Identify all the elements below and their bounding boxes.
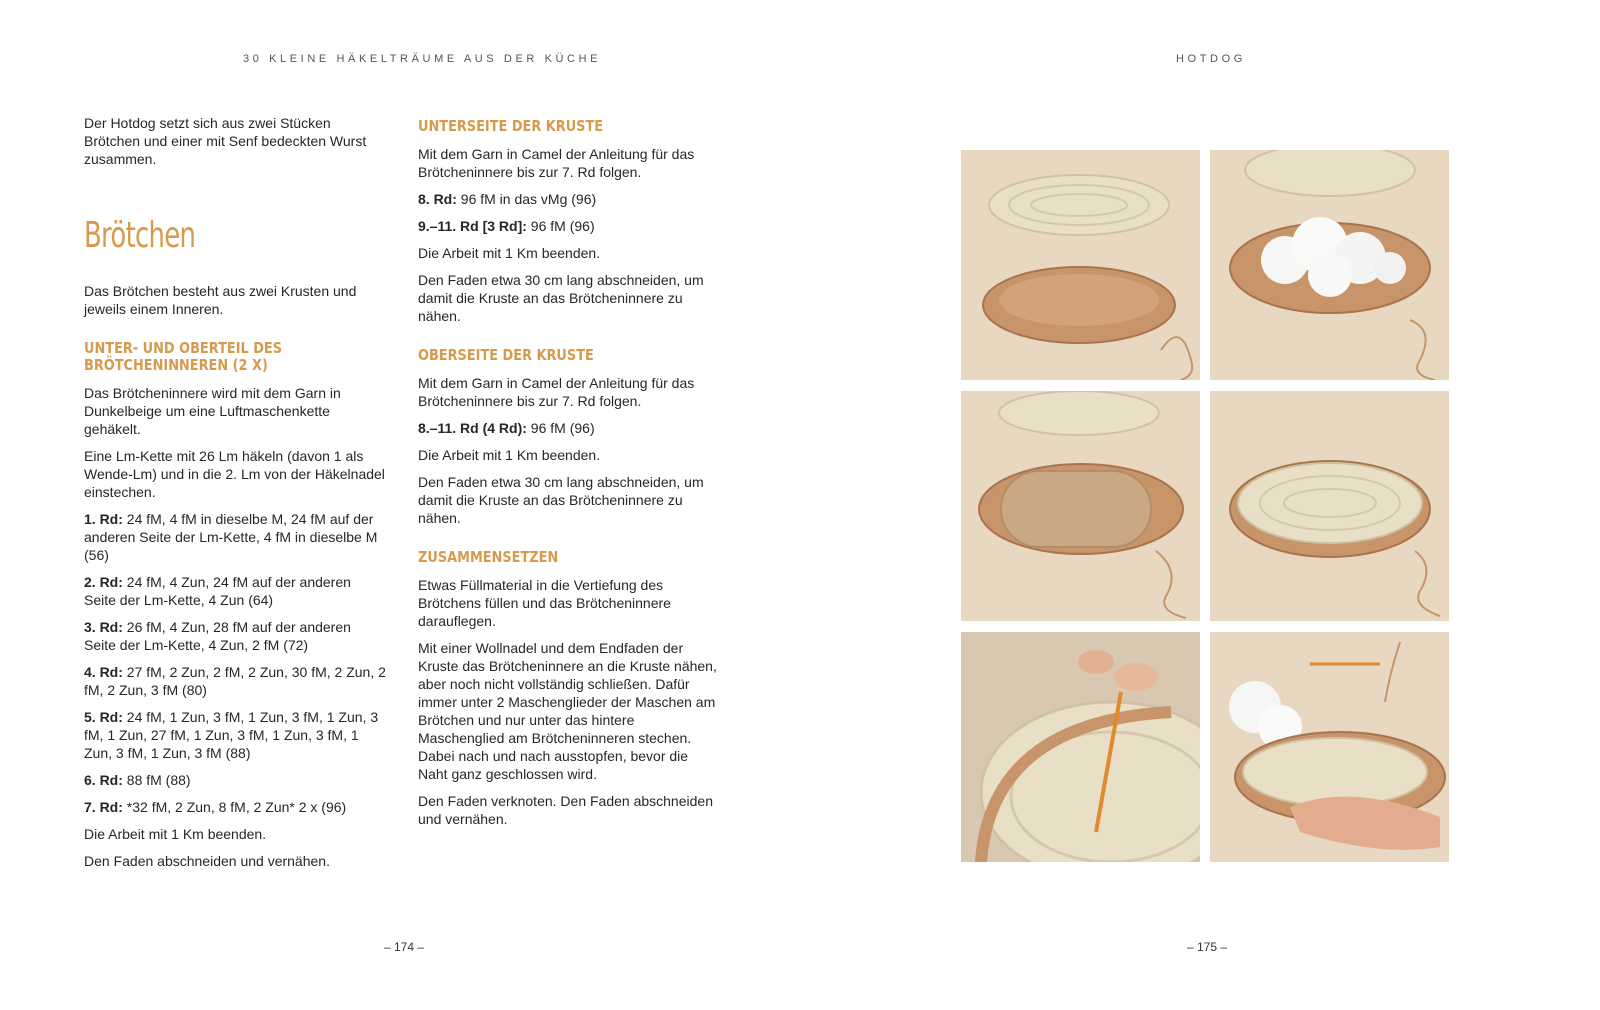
instruction-text: Die Arbeit mit 1 Km beenden. <box>418 245 601 261</box>
photo-cardboard-insert <box>961 391 1200 621</box>
round-label: 8. Rd: <box>418 191 457 207</box>
photo-illustration <box>961 150 1200 380</box>
round-text: 26 fM, 4 Zun, 28 fM auf der anderen Seite der Lm-Kette, 4 Zun, 2 fM (72) <box>84 619 351 653</box>
round-label: 7. Rd: <box>84 799 123 815</box>
section-description: Das Brötchen besteht aus zwei Krusten und jeweils einem Inneren. <box>84 283 357 317</box>
round-label: 6. Rd: <box>84 772 123 788</box>
photo-two-crocheted-ovals <box>961 150 1200 380</box>
round-label: 4. Rd: <box>84 664 123 680</box>
round-text: *32 fM, 2 Zun, 8 fM, 2 Zun* 2 x (96) <box>122 799 347 815</box>
subheading-inner-parts: UNTER- UND OBERTEIL DES BRÖTCHENINNEREN (2 X) <box>84 339 283 374</box>
photo-grid <box>961 150 1449 862</box>
round-instruction <box>84 708 386 762</box>
instruction-text: Den Faden etwa 30 cm lang abschneiden, um damit die Kruste an das Brötcheninnere zu nähen. <box>418 474 704 526</box>
round-text: 96 fM (96) <box>526 218 595 234</box>
round-instruction <box>418 419 720 437</box>
intro-text: Der Hotdog setzt sich aus zwei Stücken Brötchen und einer mit Senf bedeckten Wurst zusammen. <box>84 115 367 167</box>
instruction-text: Die Arbeit mit 1 Km beenden. <box>84 826 267 842</box>
round-instruction <box>418 217 720 235</box>
photo-illustration <box>1210 632 1449 862</box>
photo-illustration <box>961 632 1200 862</box>
page-number-left: – 174 – <box>384 940 425 954</box>
subheading-assembly: ZUSAMMENSETZEN <box>418 548 559 566</box>
instruction-text: Mit dem Garn in Camel der Anleitung für das Brötcheninnere bis zur 7. Rd folgen. <box>418 375 695 409</box>
round-instruction <box>84 771 386 789</box>
instruction-text: Eine Lm-Kette mit 26 Lm häkeln (davon 1 als Wende-Lm) und in die 2. Lm von der Häkelnadel einstechen. <box>84 448 385 500</box>
round-label: 8.–11. Rd (4 Rd): <box>418 420 527 436</box>
page-number-right: – 175 – <box>1187 940 1228 954</box>
instruction-text: Den Faden etwa 30 cm lang abschneiden, um damit die Kruste an das Brötcheninnere zu nähen. <box>418 272 704 324</box>
round-text: 27 fM, 2 Zun, 2 fM, 2 Zun, 30 fM, 2 Zun, 2 fM, 2 Zun, 3 fM (80) <box>84 664 386 698</box>
photo-stuffing-while-sewing <box>1210 632 1449 862</box>
round-label: 1. Rd: <box>84 511 123 527</box>
round-text: 24 fM, 4 Zun, 24 fM auf der anderen Seite der Lm-Kette, 4 Zun (64) <box>84 574 351 608</box>
subheading-crust-top: OBERSEITE DER KRUSTE <box>418 346 594 364</box>
instruction-text: Mit dem Garn in Camel der Anleitung für das Brötcheninnere bis zur 7. Rd folgen. <box>418 146 695 180</box>
subheading-crust-bottom: UNTERSEITE DER KRUSTE <box>418 117 604 135</box>
round-label: 3. Rd: <box>84 619 123 635</box>
photo-illustration <box>961 391 1200 621</box>
round-label: 2. Rd: <box>84 574 123 590</box>
instruction-text: Den Faden verknoten. Den Faden abschneiden und vernähen. <box>418 793 713 827</box>
round-text: 24 fM, 1 Zun, 3 fM, 1 Zun, 3 fM, 1 Zun, 3 fM, 1 Zun, 27 fM, 1 Zun, 3 fM, 1 Zun, 3 fM, 1 Zun, 3 fM, 1 Zun, 3 fM (88) <box>84 709 379 761</box>
round-text: 96 fM in das vMg (96) <box>456 191 597 207</box>
round-instruction <box>84 573 386 609</box>
round-instruction <box>418 190 720 208</box>
instruction-text: Die Arbeit mit 1 Km beenden. <box>418 447 601 463</box>
round-text: 24 fM, 4 fM in dieselbe M, 24 fM auf der anderen Seite der Lm-Kette, 4 fM in dieselbe M (56) <box>84 511 378 563</box>
round-instruction <box>84 798 386 816</box>
instruction-text: Mit einer Wollnadel und dem Endfaden der Kruste das Brötcheninnere an die Kruste nähen, aber noch nicht vollständig schließen. Dafür immer unter 2 Maschenglieder der Maschen am Brötchen und nur unter das hintere Maschenglied am Brötcheninneren stechen. Dabei nach und nach ausstopfen, bevor die Naht ganz geschlossen wird. <box>418 640 717 782</box>
round-text: 88 fM (88) <box>122 772 191 788</box>
instruction-text: Das Brötcheninnere wird mit dem Garn in Dunkelbeige um eine Luftmaschenkette gehäkelt. <box>84 385 341 437</box>
instruction-text: Etwas Füllmaterial in die Vertiefung des Brötchens füllen und das Brötcheninnere darauflegen. <box>418 577 671 629</box>
round-label: 9.–11. Rd [3 Rd]: <box>418 218 527 234</box>
round-instruction <box>84 663 386 699</box>
photo-stuffing-in-crust <box>1210 150 1449 380</box>
round-instruction <box>84 618 386 654</box>
section-title: Brötchen <box>84 215 196 256</box>
middle-column <box>418 114 720 837</box>
round-label: 5. Rd: <box>84 709 123 725</box>
left-column <box>84 114 386 879</box>
photo-illustration <box>1210 391 1449 621</box>
photo-inner-on-crust <box>1210 391 1449 621</box>
round-instruction <box>84 510 386 564</box>
instruction-text: Den Faden abschneiden und vernähen. <box>84 853 330 869</box>
photo-illustration <box>1210 150 1449 380</box>
photo-sewing-needle <box>961 632 1200 862</box>
running-head-left: 30 KLEINE HÄKELTRÄUME AUS DER KÜCHE <box>243 53 602 65</box>
running-head-right: HOTDOG <box>1176 53 1246 65</box>
round-text: 96 fM (96) <box>526 420 595 436</box>
